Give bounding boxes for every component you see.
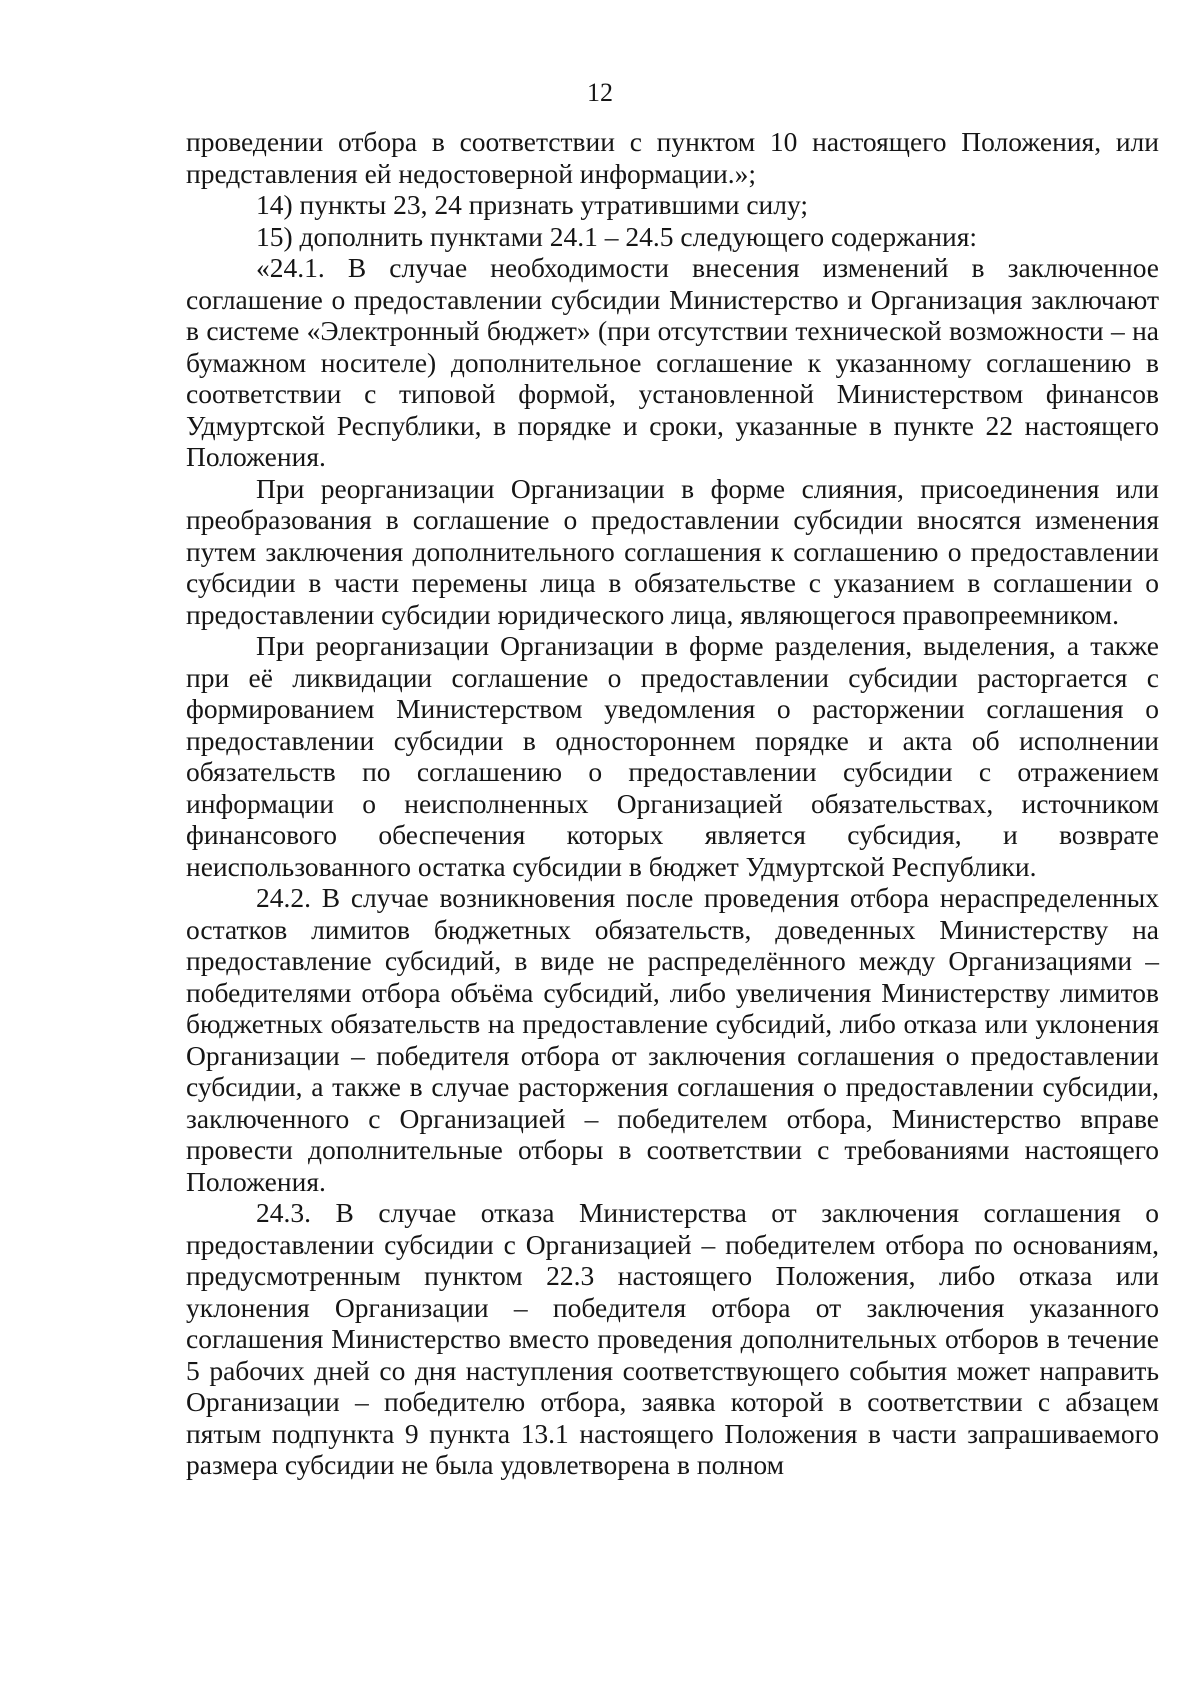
paragraph-24-3: 24.3. В случае отказа Министерства от заключения соглашения о предоставлении субсидии с Организацией – победителем отбора по основаниям, предусмотренным пунктом 22.3 настоящего Положения, либо отказа или уклонения Организации – победителя отбора от заключения указанного соглашения Министерство вместо проведения дополнительных отборов в течение 5 рабочих дней со дня наступления соответствующего события может направить Организации – победителю отбора, заявка которой в соответствии с абзацем пятым подпункта 9 пункта 13.1 настоящего Положения в части запрашиваемого размера субсидии не была удовлетворена в полном — [186, 1197, 1159, 1480]
document-body — [186, 126, 1159, 1481]
paragraph-item-15: 15) дополнить пунктами 24.1 – 24.5 следующего содержания: — [256, 220, 978, 252]
paragraph-reorganization-merger: При реорганизации Организации в форме слияния, присоединения или преобразования в соглашение о предоставлении субсидии вносятся изменения путем заключения дополнительного соглашения к соглашению о предоставлении субсидии в части перемены лица в обязательстве с указанием в соглашении о предоставлении субсидии юридического лица, являющегося правопреемником. — [186, 472, 1159, 630]
paragraph-reorganization-division: При реорганизации Организации в форме разделения, выделения, а также при её ликвидации соглашение о предоставлении субсидии расторгается с формированием Министерством уведомления о расторжении соглашения о предоставлении субсидии в одностороннем порядке и акта об исполнении обязательств по соглашению о предоставлении субсидии с отражением информации о неисполненных Организацией обязательствах, источником финансового обеспечения которых является субсидия, и возврате неиспользованного остатка субсидии в бюджет Удмуртской Республики. — [186, 630, 1159, 882]
paragraph-item-14: 14) пункты 23, 24 признать утратившими силу; — [256, 189, 809, 220]
paragraph-continuation: проведении отбора в соответствии с пунктом 10 настоящего Положения, или представления ей недостоверной информации.»; — [186, 126, 1159, 189]
paragraph-24-2: 24.2. В случае возникновения после проведения отбора нераспределенных остатков лимитов бюджетных обязательств, доведенных Министерству на предоставление субсидий, в виде не распределённого между Организациями – победителями отбора объёма субсидий, либо увеличения Министерству лимитов бюджетных обязательств на предоставление субсидий, либо отказа или уклонения Организации – победителя отбора от заключения соглашения о предоставлении субсидии, а также в случае расторжения соглашения о предоставлении субсидии, заключенного с Организацией – победителем отбора, Министерство вправе провести дополнительные отборы в соответствии с требованиями настоящего Положения. — [186, 882, 1159, 1197]
paragraph-24-1: «24.1. В случае необходимости внесения изменений в заключенное соглашение о предоставлении субсидии Министерство и Организация заключают в системе «Электронный бюджет» (при отсутствии технической возможности – на бумажном носителе) дополнительное соглашение к указанному соглашению в соответствии с типовой формой, установленной Министерством финансов Удмуртской Республики, в порядке и сроки, указанные в пункте 22 настоящего Положения. — [186, 252, 1159, 472]
page-number: 12 — [587, 78, 613, 107]
